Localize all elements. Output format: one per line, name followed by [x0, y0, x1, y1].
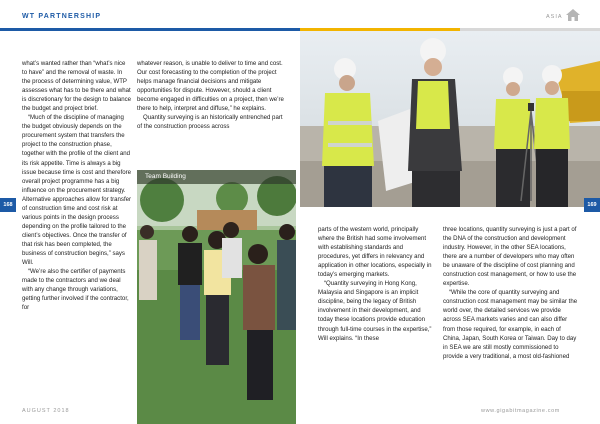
article-column-2	[137, 59, 287, 131]
team-building-photo	[137, 170, 296, 424]
paragraph: whatever reason, is unable to deliver to time and cost. Our cost forecasting to the completion of the project helps manage financial decisions and mitigate opportunities for dispute. However, should a client become engaged in difficulties on a project, then we’re there to help, interpret and diffuse,” he explains.	[137, 60, 284, 113]
photo-caption	[137, 170, 296, 184]
paragraph: what’s wanted rather than “what’s nice to have” and the removal of waste. In the process of determining value, WTP assesses what has to be there and what is discretionary for the design to balance the budget and project brief.	[22, 60, 132, 113]
paragraph: “While the core of quantity surveying and construction cost management may be similar the world over, the detailed services we provide across SEA markets varies and can also differ from those required, for example, in each of China, Japan, South Korea or Taiwan. Day to day in SEA we are still mostly commissioned to provide a very traditional, a most old-fashioned	[443, 289, 578, 360]
paragraph: parts of the western world, principally where the British had some involvement with establishing standards and procedures, yet differs in relevancy and application in other locations, especially in today’s emerging markets.	[318, 226, 432, 279]
article-column-3	[318, 225, 433, 343]
paragraph: three locations, quantity surveying is just a part of the DNA of the construction and development industry. However, in the other SEA locations, there are a number of developers who may often be unaware of the discipline of cost planning and construction cost management, or how to use the expertise.	[443, 226, 577, 288]
home-icon[interactable]	[565, 8, 581, 22]
construction-site-photo	[300, 31, 600, 207]
header-rule-left	[0, 28, 300, 31]
magazine-section-title: WT PARTNERSHIP	[22, 13, 102, 20]
paragraph: Quantity surveying is an historically entrenched part of the construction process across	[137, 114, 283, 131]
magazine-url[interactable]: www.gigabitmagazine.com	[481, 408, 560, 414]
page-number-right: 169	[584, 198, 600, 212]
page-number-left: 168	[0, 198, 16, 212]
article-column-1	[22, 59, 132, 312]
paragraph: “Quantity surveying in Hong Kong, Malaysia and Singapore is an implicit discipline, being the legacy of British involvement in their development, and today these locations provide education through full-time courses in the expertise,” Will explains. “In these	[318, 280, 432, 342]
issue-date: AUGUST 2018	[22, 408, 70, 414]
caption-text: Team Building	[145, 173, 186, 180]
region-label: ASIA	[546, 14, 563, 20]
paragraph: “We’re also the certifier of payments made to the contractors and we deal with any change through variations, getting further involved if the contractor, for	[22, 268, 129, 312]
paragraph: “Much of the discipline of managing the budget obviously depends on the procurement system that transfers the project to the construction phase, together with the profile of the client and its risk appetite. Time is always a big issue because time is cost and therefore overall project programme has a big influence on the procurement strategy. Alternative approaches allow for transfer of construction time and cost risk at various points in the design process depending on the profile tailored to the client’s objectives. Once the transfer of that risk has been completed, the business of construction begins,” says Will.	[22, 114, 132, 267]
article-column-4	[443, 225, 578, 361]
